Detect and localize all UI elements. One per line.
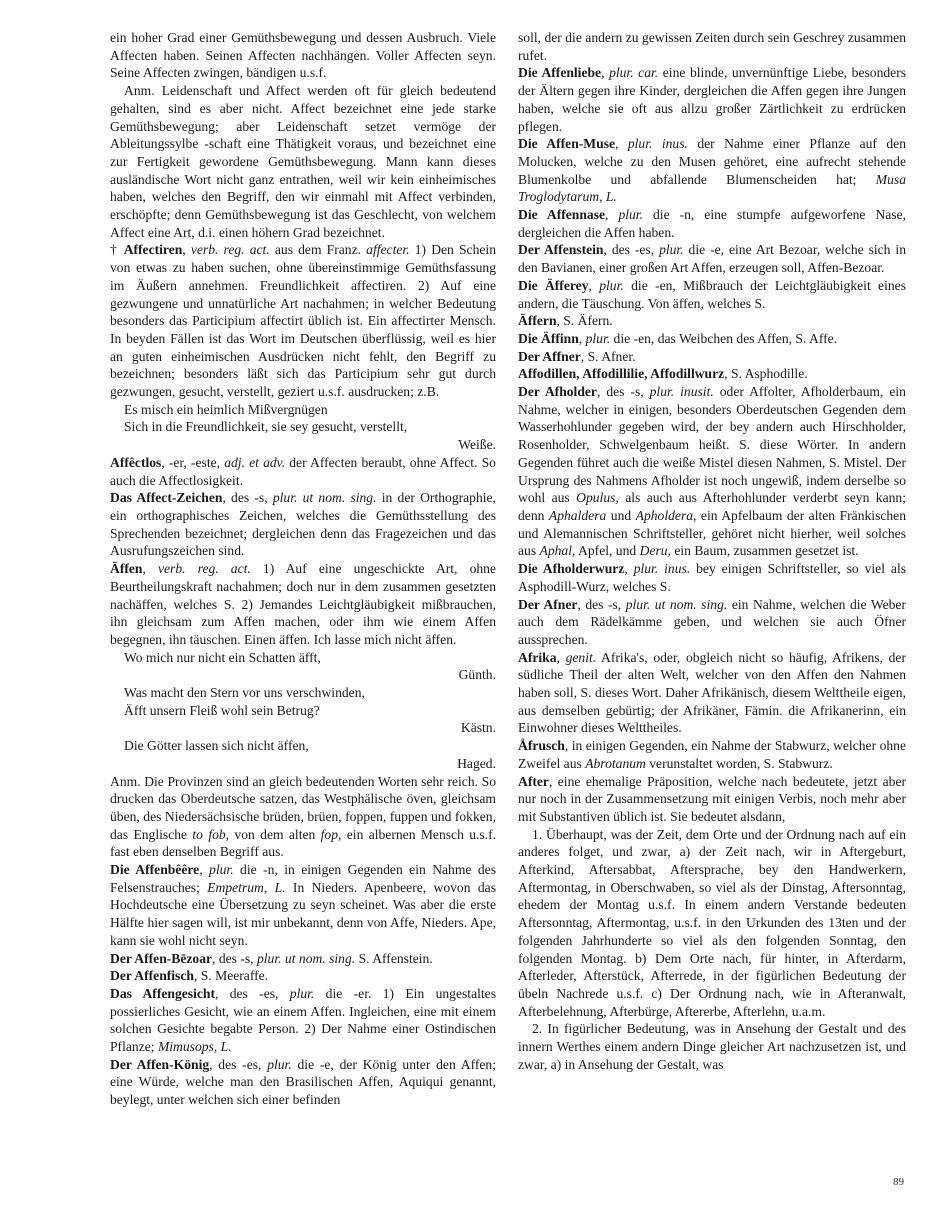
dictionary-entry: Die Affenliebe, plur. car. eine blinde, unvernünftige Liebe, besonders der Ältern gegen ihre Kinder, dergleichen die Affen gegen ihre Jungen haben, welche sie oft aus allzu großer Zärtlichkeit zu erdrücken pflegen. (518, 65, 907, 134)
grammar-note: Aphaldera (548, 507, 607, 523)
dictionary-entry: soll, der die andern zu gewissen Zeiten durch sein Geschrey zusammen rufet. (518, 30, 906, 63)
dictionary-entry: Affodillen, Affodillilie, Affodillwurz, S. Asphodille. (518, 366, 808, 382)
grammar-note: fop, (320, 826, 342, 842)
dictionary-entry: 2. In figürlicher Bedeutung, was in Ansehung der Gestalt und des innern Werthes einem andern Dinge gleicher Art nachzusetzen ist, und zwar, a) in Ansehung der Gestalt, was (518, 1021, 906, 1072)
grammar-note: Opulus, (576, 490, 619, 506)
verse-line: Wo mich nur nicht ein Schatten äfft, (124, 649, 321, 665)
entry-headword: Der Affen-König (110, 1056, 210, 1072)
entry-headword: Äffern (518, 313, 557, 329)
dictionary-entry: † Affectiren, verb. reg. act. aus dem Franz. affecter. 1) Den Schein von etwas zu haben suchen, ohne übereinstimmige Gemüthsfassung im Äußern annehmen. Freundlichkeit affectiren. 2) Auf eine gezwungene und unnatürliche Art nachahmen; in welcher Bedeutung besonders das Participium affectirt üblich ist. Ein affectirter Mensch. In beyden Fällen ist das Wort im Deutschen überflüssig, weil es hier an guten einheimischen Ausdrücken nicht fehlt, den Begriff zu bezeichnen; besonders läßt sich das Participium sehr gut durch gezwungen, gesucht, verstellt, geziert u.s.f. ausdrucken; z.B. (110, 242, 496, 400)
grammar-note: verb. reg. act. (190, 242, 270, 258)
dictionary-entry: Äffern, S. Äfern. (518, 313, 613, 329)
dictionary-entry: Der Afner, des -s, plur. ut nom. sing. ein Nahme, welchen die Weber auch dem Rädelkämme geben, und welchen sie auch Öfner aussprechen. (518, 596, 906, 647)
right-column (518, 29, 906, 1073)
grammar-note: plur. inus. (633, 561, 691, 577)
entry-headword: Die Äfferey (518, 277, 589, 293)
verse-line: Die Götter lassen sich nicht äffen, (124, 738, 309, 754)
dictionary-entry: Die Äffinn, plur. die -en, das Weibchen des Affen, S. Affe. (518, 330, 838, 346)
entry-headword: Die Äffinn (518, 330, 579, 346)
entry-headword: Das Affengesicht (110, 985, 215, 1001)
grammar-note: Mimusops, L. (157, 1039, 232, 1055)
entry-headword: Der Affenstein (518, 242, 604, 258)
dictionary-entry: Der Affen-Bēzoar, des -s, plur. ut nom. sing. S. Affenstein. (110, 950, 433, 966)
grammar-note: plur. (618, 207, 643, 223)
entry-headword: Affodillen, Affodillilie, Affodillwurz (518, 366, 725, 382)
dictionary-entry: Die Äfferey, plur. die -en, Mißbrauch der Leichtgläubigkeit eines andern, die Täuschung. Von äffen, welches S. (518, 277, 906, 311)
verse-line: Äfft unsern Fleiß wohl sein Betrug? (124, 702, 320, 718)
verse-line: Es misch ein heimlich Mißvergnügen (124, 401, 328, 417)
grammar-note: plur. ut nom. sing. (256, 950, 356, 966)
entry-headword: Äffen (110, 561, 143, 577)
entry-headword: Affectiren (123, 242, 183, 258)
dictionary-entry: Anm. Die Provinzen sind an gleich bedeutenden Worten sehr reich. So drucken das Oberdeutsche satzen, das Westphälische öven, gleichsam üben, des Niedersächsische brüden, brüen, foppen, fuppen und fokken, das Englische to fob, von dem alten fop, ein albernen Mensch u.s.f. fast eben denselben Begriff aus. (110, 773, 497, 860)
dictionary-entry: Anm. Leidenschaft und Affect werden oft für gleich bedeutend gehalten, sind es aber nicht. Affect bezeichnet eine jede starke Gemüthsbewegung; aber Leidenschaft setzet vermöge der Ableitungssylbe -schaft eine Thätigkeit voraus, und bezeichnet eine zur Fertigkeit gewordene Gemüthsbewegung. Mann kann dieses ausländische Wort nicht ganz entrathen, weil wir kein einheimisches haben, welches den Begriff, den wir einmahl mit Affect verbinden, erschöpfte; denn Gemüthsbewegung ist das Geschlecht, von welchem Affect eine Art, d.i. einen höhern Grad bezeichnet. (110, 83, 496, 240)
grammar-note: Deru, (639, 543, 671, 559)
quote-author: Haged. (457, 755, 496, 771)
entry-headword: Der Affner (518, 348, 581, 364)
grammar-note: to fob, (192, 826, 230, 842)
entry-headword: Der Afner (518, 596, 578, 612)
entry-headword: Die Affen-Muse (518, 136, 616, 152)
grammar-note: Empetrum, L. (207, 879, 286, 895)
dictionary-entry: ein hoher Grad einer Gemüthsbewegung und dessen Ausbruch. Viele Affecten haben. Seinen Affecten nachhängen. Voller Affecten seyn. Seine Affecten zwingen, bändigen u.s.f. (110, 30, 496, 81)
entry-headword: After (518, 773, 549, 789)
left-column (110, 29, 496, 1109)
dictionary-entry: Das Affengesicht, des -es, plur. die -er. 1) Ein ungestaltes possierliches Gesicht, wie an einem Affen. Ingleichen, eine mit einem solchen Gesichte begabte Person. 2) Der Nahme einer Ostindischen Pflanze; Mimusops, L. (110, 985, 496, 1055)
grammar-note: plur. (289, 985, 315, 1001)
dictionary-entry: Åfrusch, in einigen Gegenden, ein Nahme der Stabwurz, welcher ohne Zweifel aus Abrotanum verunstaltet worden, S. Stabwurz. (518, 738, 906, 771)
dictionary-entry: Affêctlos, -er, -este, adj. et adv. der Affecten beraubt, ohne Affect. So auch die Affectlosigkeit. (110, 454, 496, 488)
grammar-note: adj. et adv. (224, 454, 286, 470)
entry-headword: Affêctlos (110, 454, 162, 470)
grammar-note: Apholdera, (635, 507, 697, 523)
dictionary-entry: 1. Überhaupt, was der Zeit, dem Orte und der Ordnung nach auf ein anderes folget, und zwar, a) der Zeit nach, wir in Aftergeburt, Afterkind, Aftersabbat, Aftersprache, bey den Handwerkern, Aftermontag, in Oberschwaben, so viel als der Dinstag, Aftersonntag, ehedem der Montag u.s.f. In einem andern Verstande bedeuten Aftersonntag, Aftermontag, u.s.f. in den Urkunden des 13ten und der folgenden Jahrhunderte so viel als den folgenden Sonntag, den folgenden Montag. b) Dem Orte nach, für hinter, in Afterdarm, Afterleder, Afterstück, Afterrede, in der figürlichen Bedeutung der übeln Nachrede u.s.f. c) Der Ordnung nach, wie in Afteranwalt, Afterbelehnung, Afterbürge, Aftererbe, Afterlehn, u.a.m. (518, 826, 906, 1019)
entry-headword: Åfrusch (518, 738, 565, 754)
entry-headword: Afrika (518, 649, 557, 665)
quote-author: Weiße. (458, 437, 496, 453)
entry-headword: Die Affenbêêre (110, 862, 200, 878)
grammar-note: plur. ut nom. sing. (272, 490, 377, 506)
quote-author: Günth. (458, 667, 496, 683)
entry-headword: Die Affennase (518, 207, 606, 223)
verse-line: Was macht den Stern vor uns verschwinden, (124, 685, 365, 701)
grammar-note: Musa Troglodytarum, L. (518, 171, 906, 205)
dictionary-entry: Die Affen-Muse, plur. inus. der Nahme einer Pflanze auf den Molucken, welche zu den Musen gehöret, eine aufrecht stehende Blumenkolbe und abfallende Blumenscheiden hat; Musa Troglodytarum, L. (518, 136, 906, 205)
verse-line: Sich in die Freundlichkeit, sie sey gesucht, verstellt, (124, 419, 408, 435)
grammar-note: plur. (267, 1056, 292, 1072)
grammar-note: plur. ut nom. sing. (625, 596, 728, 612)
grammar-note: Aphal, (539, 543, 576, 559)
grammar-note: plur. inus. (627, 136, 688, 152)
grammar-note: plur. (209, 862, 234, 878)
grammar-note: plur. (599, 277, 624, 293)
dictionary-entry: Der Affner, S. Afner. (518, 348, 636, 364)
dictionary-entry: Das Affect-Zeichen, des -s, plur. ut nom. sing. in der Orthographie, ein orthographisches Zeichen, welches die Gemüthsstellung des Sprechenden bezeichnet; dergleichen denn das Fragezeichen und das Ausrufungszeichen sind. (110, 490, 496, 559)
grammar-note: plur. (659, 242, 684, 258)
dictionary-entry: Äffen, verb. reg. act. 1) Auf eine ungeschickte Art, ohne Beurtheilungskraft nachahmen; doch nur in dem zusammen gesetzten nachäffen, welches S. 2) Jemandes Leichtgläubigkeit mißbrauchen, ihn gleichsam zum Affen machen, oder ihm wie einem Affen begegnen, ihn täuschen. Einen äffen. Ich lasse mich nicht äffen. (110, 561, 496, 647)
grammar-note: affecter. (366, 242, 410, 258)
dictionary-entry: Die Affenbêêre, plur. die -n, in einigen Gegenden ein Nahme des Felsenstrauches; Empetrum, L. In Nieders. Apenbeere, wovon das Hochdeutsche eine Übersetzung zu seyn scheinet. Was aber die erste Hälfte hier sagen will, ist mir unbekannt, denn von Affe, Nieders. Ape, kann sie wohl nicht seyn. (110, 862, 497, 948)
entry-headword: Der Afholder (518, 384, 597, 400)
dictionary-entry: Der Affenstein, des -es, plur. die -e, eine Art Bezoar, welche sich in den Bavianen, einer großen Art Affen, erzeugen soll, Affen-Bezoar. (518, 242, 906, 276)
dictionary-entry: Afrika, genit. Afrika's, oder, obgleich nicht so häufig, Afrikens, der südliche Theil der alten Welt, welcher von den Affen den Nahmen haben soll, S. dieses Wort. Daher Afrikänisch, diesem Welttheile eigen, aus demselben gebürtig; der Afrikäner, Fämin. die Afrikanerinn, ein Einwohner dieses Welttheiles. (518, 649, 906, 736)
dictionary-entry: After, eine ehemalige Präposition, welche nach bedeutete, jetzt aber nur noch in der Zusammensetzung mit einigen Verbis, noch mehr aber mit Substantiven üblich ist. Sie bedeutet alsdann, (518, 773, 906, 824)
entry-headword: Die Affenliebe (518, 65, 602, 81)
page-number: 89 (893, 1176, 904, 1188)
grammar-note: plur. inusit. (649, 384, 714, 400)
dictionary-entry: Die Affennase, plur. die -n, eine stumpfe aufgeworfene Nase, dergleichen die Affen haben. (518, 207, 907, 240)
dictionary-entry: Der Affenfisch, S. Meeraffe. (110, 968, 269, 984)
entry-headword: Das Affect-Zeichen (110, 490, 223, 506)
grammar-note: plur. (585, 330, 611, 346)
entry-headword: Die Afholderwurz (518, 561, 625, 577)
grammar-note: plur. car. (609, 65, 659, 81)
grammar-note: Abrotanum (585, 755, 646, 771)
quote-author: Kästn. (460, 720, 496, 736)
entry-headword: Der Affen-Bēzoar (110, 950, 213, 966)
dictionary-entry: Der Affen-König, des -es, plur. die -e, der König unter den Affen; eine Würde, welche man den Brasilischen Affen, Aquiqui genannt, beylegt, unter welchen sich einer befinden (110, 1056, 496, 1108)
grammar-note: verb. reg. act. (157, 561, 251, 577)
entry-headword: Der Affenfisch (110, 968, 194, 984)
dictionary-entry: Der Afholder, des -s, plur. inusit. oder Affolter, Afholderbaum, ein Nahme, welcher in einigen, besonders Oberdeutschen Gegenden dem Wasserhohlunder gegeben wird, der bey andern auch Hirschholder, Rosenholder, Schwelgenbaum heißt. S. diese Wörter. In andern Gegenden führet auch die weiße Mistel diesen Nahmen, S. Mistel. Der Ursprung des Nahmens Afholder ist noch ungewiß, indem derselbe so wohl aus Opulus, als auch aus Afterhohlunder verderbt seyn kann; denn Aphaldera und Apholdera, ein Apfelbaum der alten Fränkischen und Alemannischen Schriftsteller, gehöret nicht hierher, weil solches aus Aphal, Apfel, und Deru, ein Baum, zusammen gesetzet ist. (518, 384, 907, 559)
grammar-note: genit. (565, 649, 597, 665)
dictionary-entry: Die Afholderwurz, plur. inus. bey einigen Schriftsteller, so viel als Asphodill-Wurz, welches S. (518, 561, 907, 594)
